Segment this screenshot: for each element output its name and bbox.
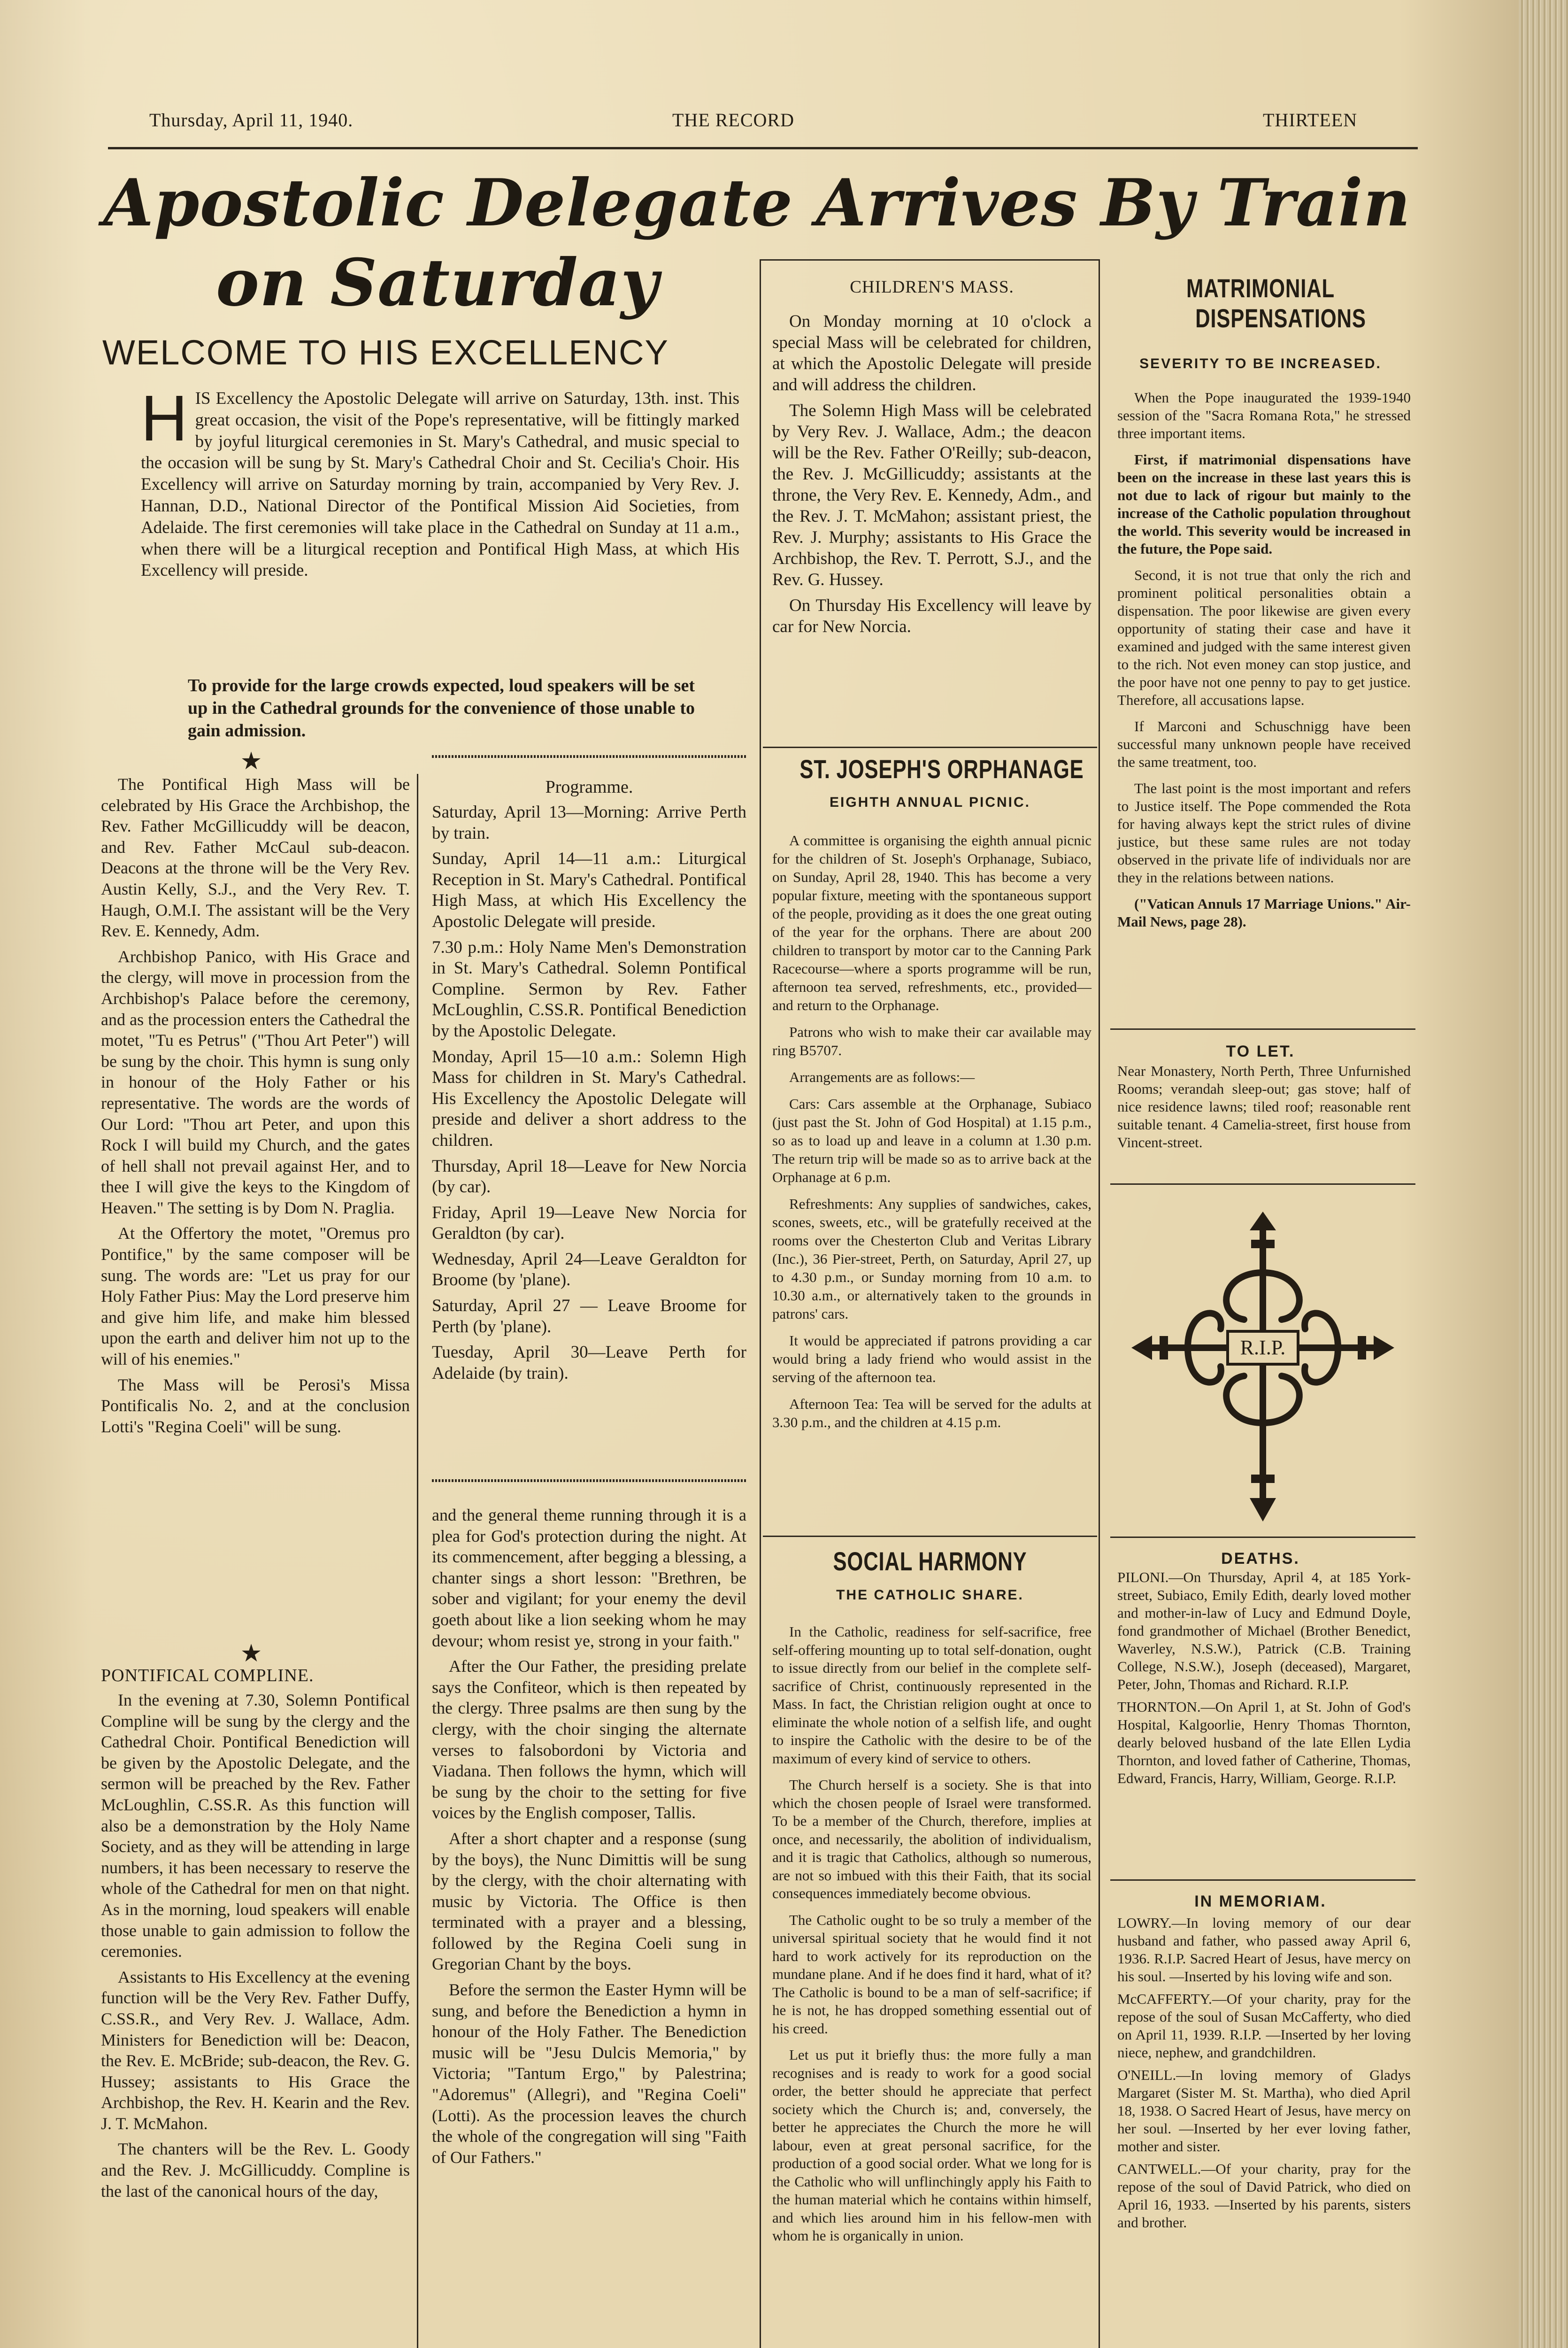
deaths-heading: DEATHS. <box>1221 1550 1300 1568</box>
orphanage-heading: ST. JOSEPH'S ORPHANAGE <box>799 754 1084 784</box>
childrens-mass <box>772 311 1091 642</box>
programme-item: Monday, April 15—10 a.m.: Solemn High Mass for children in St. Mary's Cathedral. His Excellency the Apostolic Delegate will preside and deliver a short address to the children. <box>432 1047 746 1150</box>
paragraph: After the Our Father, the presiding prelate says the Confiteor, which is then repeated by the clergy. Three psalms are then sung by the clergy, with the choir singing the alternate verses to falsobordoni by Victoria and Viadana. Then follows the hymn, which will be sung by the choir to the setting for five voices by the English composer, Tallis. <box>432 1657 746 1823</box>
death-notice: PILONI.—On Thursday, April 4, at 185 York-street, Subiaco, Emily Edith, dearly loved mother and mother-in-law of Lucy and Edmund Doyle, fond grandmother of Michael (Brother Benedict, Waverley, N.S.W.), Patrick (C.B. Training College, N.S.W.), Joseph (deceased), Margaret, Peter, John, Thomas and Richard. R.I.P. <box>1117 1569 1411 1692</box>
section-rule <box>1110 1183 1415 1185</box>
box-rule <box>760 259 1099 261</box>
paragraph: Cars: Cars assemble at the Orphanage, Subiaco (just past the St. John of God Hospital) at 1.15 p.m., so as to load up and leave in a column at 1.30 p.m. The return trip will be made so as to arrive back at the Orphanage at 6 p.m. <box>772 1096 1091 1185</box>
matrimonial-article <box>1117 389 1411 939</box>
paragraph: On Monday morning at 10 o'clock a special Mass will be celebrated for children, at which the Apostolic Delegate will preside and will address the children. <box>772 312 1091 394</box>
heading-line: MATRIMONIAL <box>1186 273 1335 303</box>
section-rule <box>763 1536 1097 1537</box>
lead-text: IS Excellency the Apostolic Delegate will arrive on Saturday, 13th. inst. This great occasion, the visit of the Pope's representative, will be fittingly marked by joyful liturgical ceremonies in St. Mary's Cathedral, and music special to the occasion will be sung by St. Mary's Cathedral Choir and St. Cecilia's Choir. His Excellency will arrive on Saturday morning by train, accompanied by Very Rev. J. Hannan, D.D., National Director of the Pontifical Mission Aid Societies, from Adelaide. The first ceremonies will take place in the Cathedral on Sunday at 11 a.m., when there will be a liturgical reception and Pontifical High Mass, at which His Excellency will preside. <box>141 389 739 580</box>
paragraph: The Catholic ought to be so truly a member of the universal spiritual society that he would find it not hard to work actively for its reproduction on the mundane plane. And if he does find it hard, what of it? The Catholic is bound to be a man of self-sacrifice; if he is not, he has dropped something essential out of his creed. <box>772 1911 1091 2037</box>
column-1-top <box>101 774 410 1442</box>
memoriam-notice: O'NEILL.—In loving memory of Gladys Margaret (Sister M. St. Martha), who died April 18, 1938. O Sacred Heart of Jesus, have mercy on her soul. —Inserted by her ever loving father, mother and sister. <box>1117 2067 1411 2155</box>
paragraph: In the Catholic, readiness for self-sacrifice, free self-offering mounting up to total self-donation, ought to issue directly from our belief in the complete self-sacrifice of Christ, continuously represented in the Mass. In fact, the Christian religion ought at once to eliminate the whole notion of a selfish life, and ought to inspire the Catholic with the desire to be of the maximum of every kind of service to others. <box>772 1623 1091 1767</box>
paragraph: The Church herself is a society. She is that into which the chosen people of Israel were transformed. To be a member of the Church, therefore, implies at once, and necessarily, the abolition of individualism, and it is tragic that Catholics, although so numerous, are not so imbued with this their Faith, that its social consequences immediately become obvious. <box>772 1776 1091 1901</box>
social-harmony-subheading: THE CATHOLIC SHARE. <box>836 1587 1024 1603</box>
memoriam-notice: CANTWELL.—Of your charity, pray for the repose of the soul of David Patrick, who died on April 16, 1933. —Inserted by his parents, sisters and brother. <box>1117 2161 1411 2231</box>
programme-item: Friday, April 19—Leave New Norcia for Geraldton (by car). <box>432 1203 746 1244</box>
paragraph: The chanters will be the Rev. L. Goody and the Rev. J. McGillicuddy. Compline is the last of the canonical hours of the day, <box>101 2139 410 2201</box>
star-divider: ★ <box>240 748 262 775</box>
programme-item: Saturday, April 27 — Leave Broome for Perth (by 'plane). <box>432 1296 746 1336</box>
headline-line2: on Saturday <box>216 244 659 321</box>
paragraph: ("Vatican Annuls 17 Marriage Unions." Air-Mail News, page 28). <box>1117 896 1411 930</box>
to-let-heading: TO LET. <box>1226 1043 1295 1060</box>
column-rule <box>1099 259 1100 2348</box>
section-rule <box>763 747 1097 748</box>
section-rule <box>1110 1537 1415 1538</box>
paragraph: Near Monastery, North Perth, Three Unfurnished Rooms; verandah sleep-out; gas stove; half of nice residence lawns; tiled roof; reasonable rent suitable tenant. 4 Camelia-street, first house from Vincent-street. <box>1117 1063 1411 1151</box>
paragraph: Archbishop Panico, with His Grace and the clergy, will move in procession from the Archbishop's Palace before the ceremony, and as the procession enters the Cathedral the motet, "Tu es Petrus" ("Thou Art Peter") will be sung by the choir. This hymn is sung only in honour of the Holy Father or his representative. The words are the words of Our Lord: "Thou art Peter, and upon this Rock I will build my Church, and the gates of hell shall not prevail against Her, and to thee I will give the keys to the Kingdom of Heaven." The setting is by Dom N. Praglia. <box>101 947 410 1217</box>
programme-item: Tuesday, April 30—Leave Perth for Adelaide (by train). <box>432 1343 746 1383</box>
memoriam-heading: IN MEMORIAM. <box>1194 1892 1327 1910</box>
loudspeaker-notice: To provide for the large crowds expected, loud speakers will be set up in the Cathedral grounds for the convenience of those unable to gain admission. <box>188 676 695 741</box>
memoriam-notices <box>1117 1914 1411 2236</box>
paragraph: The Pontifical High Mass will be celebrated by His Grace the Archbishop, the Rev. Father McGillicuddy will be deacon, and Rev. Father McCaul sub-deacon. Deacons at the throne will be the Very Rev. Austin Kelly, S.J., and the Very Rev. T. Haugh, O.M.I. The assistant will be the Very Rev. E. Kennedy, Adm. <box>101 775 410 941</box>
social-harmony-article <box>772 1623 1091 2254</box>
rip-label: R.I.P. <box>1240 1336 1286 1359</box>
paragraph: Assistants to His Excellency at the evening function will be the Very Rev. Father Duffy, C.SS.R., and Very Rev. J. Wallace, Adm. Ministers for Benediction will be: Deacon, the Rev. E. McBride; sub-deacon, the Rev. G. Hussey; assistants to His Grace the Archbishop, the Rev. H. Kearin and the Rev. J. T. McMahon. <box>101 1967 410 2133</box>
programme-heading: Programme. <box>545 777 633 797</box>
book-spine <box>1519 0 1568 2348</box>
paragraph: and the general theme running through it is a plea for God's protection during the night. At its commencement, after begging a blessing, a chanter sings a short lesson: "Brethren, be sober and vigilant; for your enemy the devil goeth about like a lion seeking whom he may devour; whom resist ye, strong in your faith." <box>432 1506 746 1650</box>
star-divider: ★ <box>240 1640 262 1667</box>
section-rule <box>1110 1028 1415 1030</box>
paragraph: Let us put it briefly thus: the more fully a man recognises and is ready to work for a good social order, the better should he appreciate that perfect society which the Church is; and, conversely, the better he appreciates the Church the more he will labour, even at great personal sacrifice, for the production of a good social order. What we long for is the Catholic who will unflinchingly apply his Faith to the human material which he contains within himself, and which lies around him in his fellow-men with whom he is organically in union. <box>772 2047 1091 2244</box>
drop-cap: H <box>141 382 188 455</box>
paragraph: Refreshments: Any supplies of sandwiches, cakes, scones, sweets, etc., will be gratefully received at the rooms over the Chesterton Club and Veritas Library (Inc.), 36 Pier-street, Perth, on Saturday, April 27, up to 4.30 p.m., or Sunday morning from 10 a.m. to 10.30 a.m., or alternatively taken to the grounds in patrons' cars. <box>772 1196 1091 1322</box>
childrens-mass-heading: CHILDREN'S MASS. <box>850 278 1014 297</box>
column-rule <box>417 774 418 2348</box>
programme-list <box>432 802 746 1389</box>
masthead-page: THIRTEEN <box>1263 109 1358 131</box>
paragraph: When the Pope inaugurated the 1939-1940 session of the "Sacra Romana Rota," he stressed three important items. <box>1117 389 1411 441</box>
orphanage-article <box>772 831 1091 1440</box>
paragraph: After a short chapter and a response (sung by the boys), the Nunc Dimittis will be sung by the clergy, with the choir alternating with music by Victoria. The Office is then terminated with a prayer and a blessing, followed by the Regina Coeli sung in Gregorian Chant by the boys. <box>432 1829 746 1974</box>
paragraph: Before the sermon the Easter Hymn will be sung, and before the Benediction a hymn in honour of the Holy Father. The Benediction music will be "Jesu Dulcis Memoria," by Victoria; "Tantum Ergo," by Palestrina; "Adoremus" (Allegri), and "Regina Coeli" (Lotti). As the procession leaves the church the whole of the congregation will sing "Faith of Our Fathers." <box>432 1980 746 2167</box>
rip-cross-ornament <box>1127 1202 1399 1531</box>
dashed-rule <box>432 1479 746 1482</box>
masthead-paper: THE RECORD <box>672 109 794 131</box>
paragraph: On Thursday His Excellency will leave by car for New Norcia. <box>772 596 1091 636</box>
programme-item: Sunday, April 14—11 a.m.: Liturgical Reception in St. Mary's Cathedral. Pontifical High Mass, at which His Excellency the Apostolic Delegate will preside. <box>432 849 746 931</box>
matrimonial-subheading: SEVERITY TO BE INCREASED. <box>1139 356 1382 371</box>
column-2-compline <box>432 1505 746 2172</box>
masthead-date: Thursday, April 11, 1940. <box>149 109 354 131</box>
paragraph: At the Offertory the motet, "Oremus pro Pontifice," by the same composer will be sung. The words are: "Let us pray for our Holy Father Pius: May the Lord preserve him and give him life, and make him blessed upon the earth and deliver him not up to the will of his enemies." <box>101 1224 410 1369</box>
paragraph: The last point is the most important and refers to Justice itself. The Pope commended the Rota for having always kept the strict rules of divine justice, but these same rules are not today observed in the private life of individuals nor are they in the relations between nations. <box>1117 780 1411 886</box>
paragraph: It would be appreciated if patrons providing a car would bring a lady friend who would assist in the serving of the afternoon tea. <box>772 1332 1091 1385</box>
paragraph: Arrangements are as follows:— <box>789 1069 975 1085</box>
dashed-rule <box>432 755 746 758</box>
social-harmony-heading: SOCIAL HARMONY <box>833 1546 1027 1576</box>
paragraph: A committee is organising the eighth annual picnic for the children of St. Joseph's Orphanage, Subiaco, on Sunday, April 28, 1940. This has become a very popular fixture, meeting with the spontaneous support of the people, providing as it does the one great outing of the year for the orphans. There are about 200 children to transport by motor car to the Canning Park Racecourse—where a sports programme will be run, afternoon tea served, refreshments, etc., provided—and return to the Orphanage. <box>772 832 1091 1013</box>
memoriam-notice: McCAFFERTY.—Of your charity, pray for the repose of the soul of Susan McCafferty, who died on April 11, 1939. R.I.P. —Inserted by her loving niece, nephew, and grandchildren. <box>1117 1991 1411 2061</box>
column-rule <box>760 259 761 2348</box>
death-notice: THORNTON.—On April 1, at St. John of God's Hospital, Kalgoorlie, Henry Thomas Thornton, dearly beloved husband of the late Ellen Lydia Thornton, and loved father of Catherine, Thomas, Edward, Francis, Harry, William, George. R.I.P. <box>1117 1699 1411 1786</box>
paragraph: Patrons who wish to make their car available may ring B5707. <box>772 1024 1091 1058</box>
deaths-notices <box>1117 1568 1411 1792</box>
paragraph: First, if matrimonial dispensations have been on the increase in these last years this is not due to lack of rigour but mainly to the increase of the Catholic population throughout the world. This severity would be increased in the future, the Pope said. <box>1117 451 1411 557</box>
column-1-compline <box>101 1690 410 2206</box>
lead-article <box>141 382 739 581</box>
programme-item: Thursday, April 18—Leave for New Norcia (by car). <box>432 1156 746 1197</box>
programme-item: Saturday, April 13—Morning: Arrive Perth by train. <box>432 803 746 843</box>
programme-item: Wednesday, April 24—Leave Geraldton for Broome (by 'plane). <box>432 1249 746 1290</box>
programme-item: 7.30 p.m.: Holy Name Men's Demonstration in St. Mary's Cathedral. Solemn Pontifical Compline. Sermon by Rev. Father McLoughlin, C.SS.R. Pontifical Benediction by the Apostolic Delegate. <box>432 937 746 1041</box>
paragraph: If Marconi and Schuschnigg have been successful many unknown people have received the same treatment, too. <box>1117 718 1411 770</box>
memoriam-notice: LOWRY.—In loving memory of our dear husband and father, who passed away April 6, 1936. R.I.P. Sacred Heart of Jesus, have mercy on his soul. —Inserted by his loving wife and son. <box>1117 1915 1411 1985</box>
welcome-subhead: WELCOME TO HIS EXCELLENCY <box>102 333 669 372</box>
paragraph: Second, it is not true that only the rich and prominent political personalities obtain a dispensation. The poor likewise are given every opportunity of stating their case and have it examined and judged with the same interest given to the rich. Not even money can stop justice, and the poor have not one penny to pay to get justice. Therefore, all accusations lapse. <box>1117 567 1411 708</box>
paragraph: The Solemn High Mass will be celebrated by Very Rev. J. Wallace, Adm.; the deacon will be the Rev. Father O'Reilly; sub-deacon, the Rev. J. McGillicuddy; assistants at the throne, the Very Rev. E. Kennedy, Adm., and the Rev. J. T. McMahon; assistant priest, the Rev. J. Murphy; assistants to His Grace the Archbishop, the Rev. T. Perrott, S.J., and the Rev. G. Hussey. <box>772 401 1091 589</box>
compline-heading: PONTIFICAL COMPLINE. <box>101 1666 314 1685</box>
paragraph: Afternoon Tea: Tea will be served for the adults at 3.30 p.m., and the children at 4.15 p.m. <box>772 1396 1091 1430</box>
matrimonial-heading <box>1140 273 1382 333</box>
heading-line: DISPENSATIONS <box>1195 303 1366 333</box>
to-let-ad <box>1117 1062 1411 1160</box>
headline-line1: Apostolic Delegate Arrives By Train <box>103 164 1411 241</box>
orphanage-subheading: EIGHTH ANNUAL PICNIC. <box>829 795 1030 810</box>
paragraph: The Mass will be Perosi's Missa Pontificalis No. 2, and at the conclusion Lotti's "Regina Coeli" will be sung. <box>101 1375 410 1436</box>
paragraph: In the evening at 7.30, Solemn Pontifical Compline will be sung by the clergy and the Cathedral Choir. Pontifical Benediction will be given by the Apostolic Delegate, and the sermon will be preached by the Rev. Father McLoughlin, C.SS.R. As this function will also be a demonstration by the Holy Name Society, and as they will be attending in large numbers, it has been necessary to reserve the whole of the Cathedral for men on that night. As in the morning, loud speakers will enable those unable to gain admission to follow the ceremonies. <box>101 1691 410 1961</box>
section-rule <box>1110 1879 1415 1881</box>
masthead-rule <box>108 147 1418 149</box>
